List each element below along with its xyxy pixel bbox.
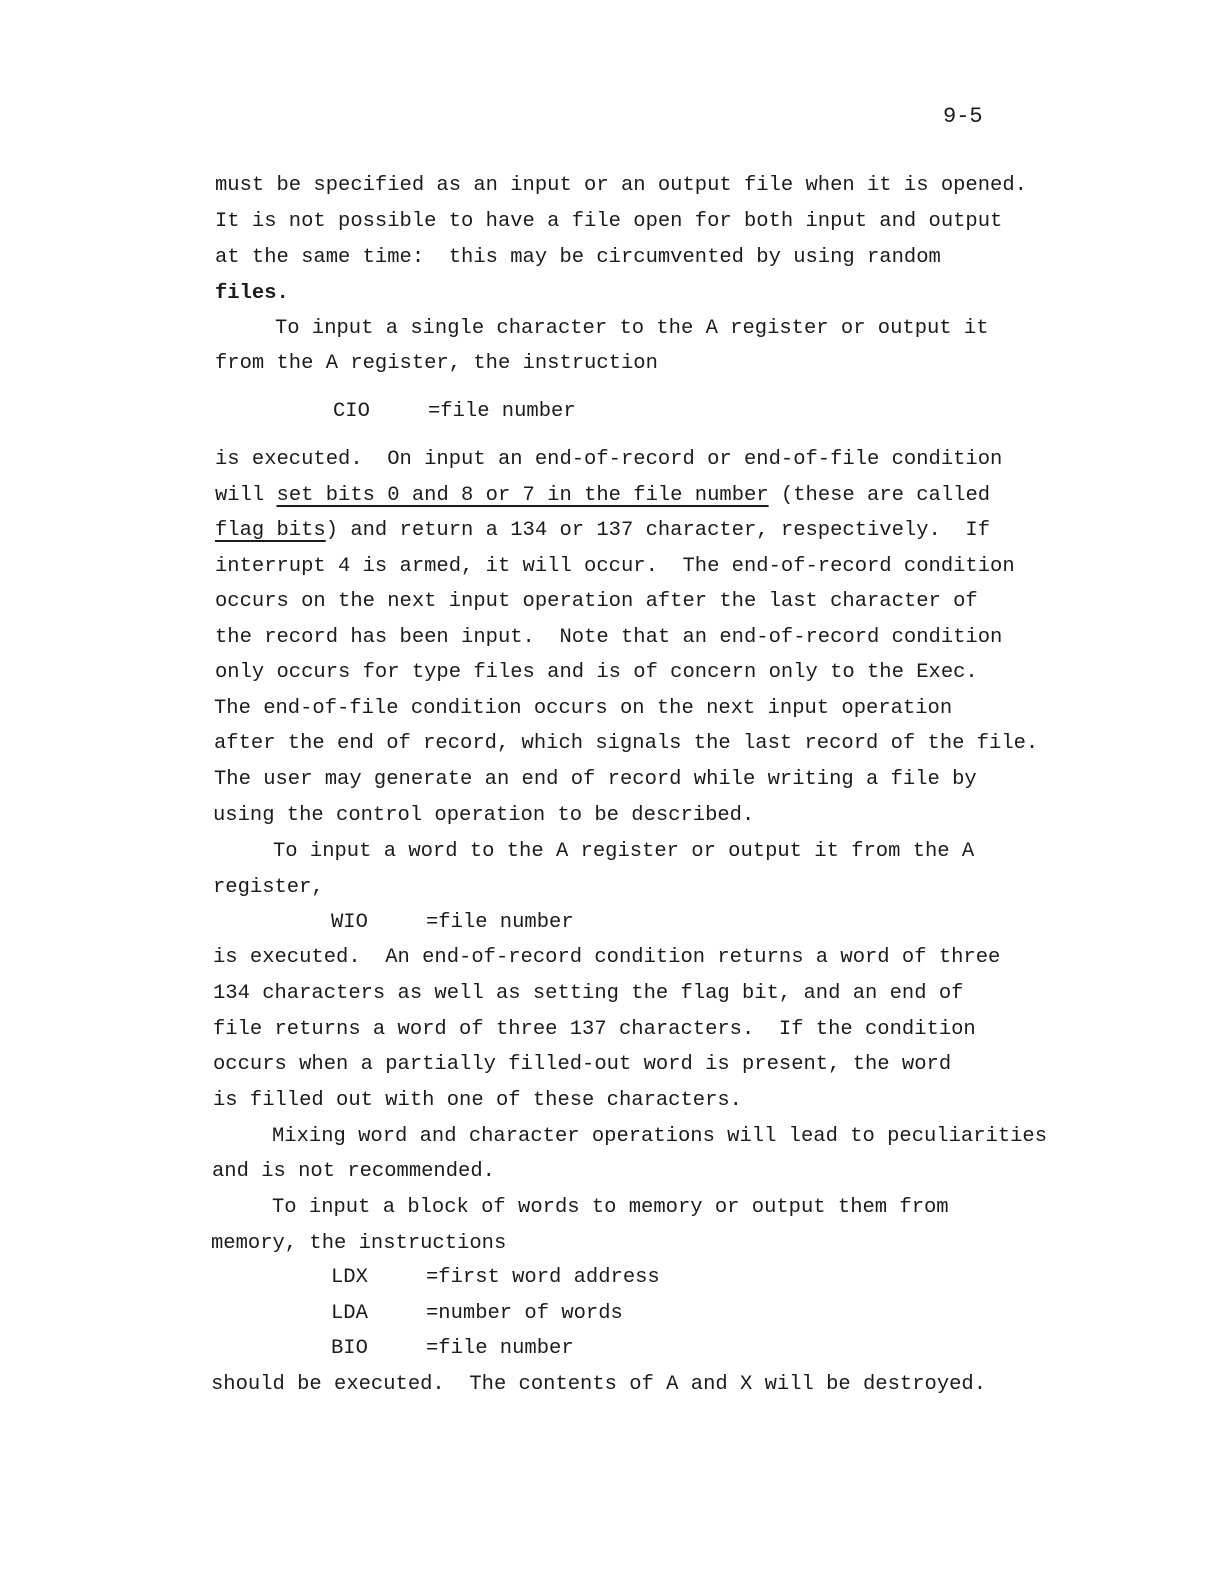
- code-opcode: LDA: [331, 1302, 368, 1325]
- text-line: should be executed. The contents of A and X will be destroyed.: [211, 1373, 987, 1396]
- text-line: and is not recommended.: [212, 1160, 495, 1183]
- text-line: The end-of-file condition occurs on the next input operation: [214, 697, 953, 720]
- text-segment: will: [215, 484, 277, 507]
- text-segment: (these are called: [768, 484, 991, 507]
- code-operand: =number of words: [426, 1302, 623, 1325]
- text-line: register,: [213, 876, 324, 899]
- text-line: is executed. An end-of-record condition returns a word of three: [213, 946, 1001, 969]
- text-line: is executed. On input an end-of-record or end-of-file condition: [215, 448, 1003, 471]
- text-line: memory, the instructions: [211, 1232, 507, 1255]
- underlined-text: flag bits: [215, 519, 326, 542]
- text-line: occurs on the next input operation after the last character of: [215, 590, 978, 613]
- text-line: at the same time: this may be circumvented by using random: [215, 246, 941, 269]
- code-operand: =first word address: [426, 1266, 660, 1289]
- text-line: To input a block of words to memory or output them from: [272, 1196, 949, 1219]
- text-line: only occurs for type files and is of concern only to the Exec.: [215, 661, 978, 684]
- text-line: To input a single character to the A register or output it: [275, 317, 989, 340]
- text-line: interrupt 4 is armed, it will occur. The end-of-record condition: [215, 555, 1015, 578]
- text-line: [215, 484, 990, 508]
- text-line: must be specified as an input or an output file when it is opened.: [215, 174, 1027, 197]
- text-line: 134 characters as well as setting the flag bit, and an end of: [213, 982, 964, 1005]
- code-operand: =file number: [428, 400, 576, 423]
- text-line: file returns a word of three 137 characters. If the condition: [213, 1018, 976, 1041]
- text-line: using the control operation to be described.: [213, 804, 755, 827]
- code-operand: =file number: [426, 1337, 574, 1360]
- text-line: the record has been input. Note that an end-of-record condition: [215, 626, 1003, 649]
- text-line: files.: [215, 282, 289, 305]
- text-line: from the A register, the instruction: [215, 352, 658, 375]
- text-segment: ) and return a 134 or 137 character, respectively. If: [325, 519, 991, 542]
- code-opcode: CIO: [333, 400, 370, 423]
- text-line: occurs when a partially filled-out word is present, the word: [213, 1053, 952, 1076]
- text-line: It is not possible to have a file open for both input and output: [215, 210, 1003, 233]
- page-number: 9-5: [943, 104, 983, 129]
- text-line: is filled out with one of these characters.: [213, 1089, 742, 1112]
- code-opcode: WIO: [331, 911, 368, 934]
- code-operand: =file number: [426, 911, 574, 934]
- text-line: To input a word to the A register or output it from the A: [273, 840, 975, 863]
- underlined-text: set bits 0 and 8 or 7 in the file number: [276, 484, 769, 507]
- code-opcode: BIO: [331, 1337, 368, 1360]
- text-line: [215, 519, 990, 543]
- text-line: Mixing word and character operations will lead to peculiarities: [272, 1125, 1048, 1148]
- code-opcode: LDX: [331, 1266, 368, 1289]
- text-line: The user may generate an end of record while writing a file by: [214, 768, 977, 791]
- text-line: after the end of record, which signals the last record of the file.: [214, 732, 1039, 755]
